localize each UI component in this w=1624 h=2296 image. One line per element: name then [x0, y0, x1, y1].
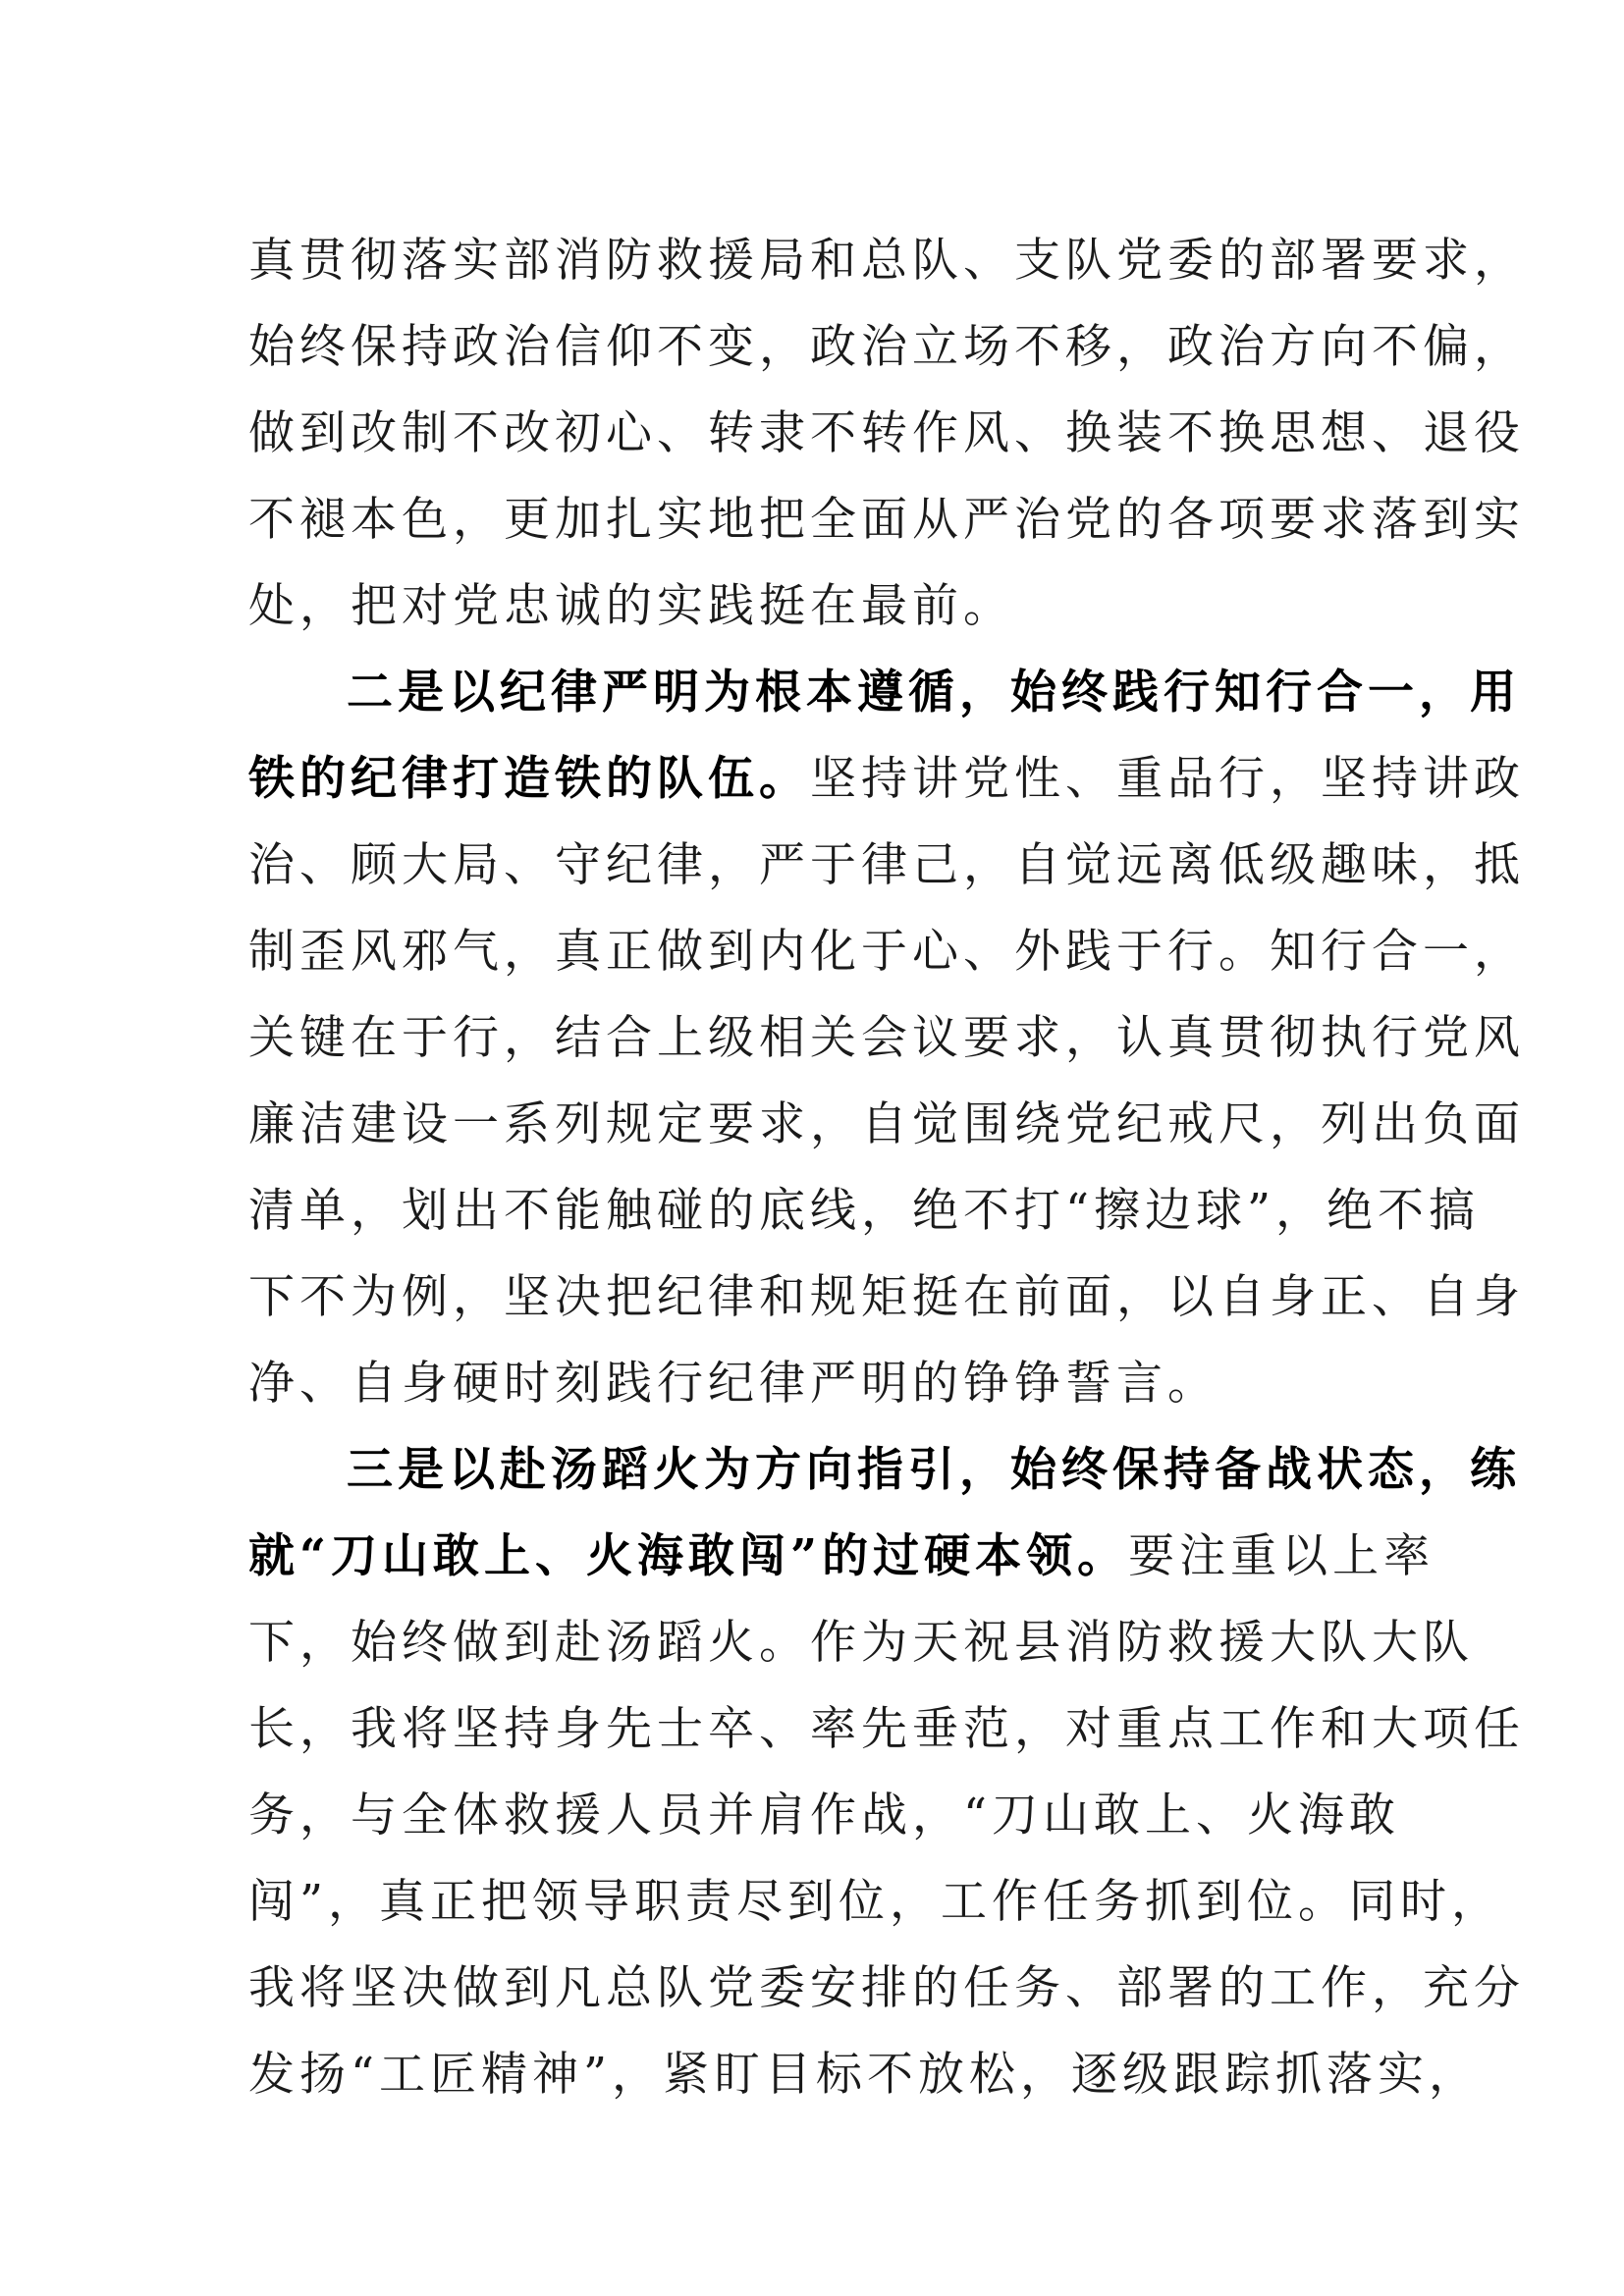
text-line: 务，与全体救援人员并肩作战，“刀山敢上、火海敢 — [248, 1789, 1401, 1842]
text-span: 要注重以上率 — [1128, 1529, 1435, 1583]
text-line: 真贯彻落实部消防救援局和总队、支队党委的部署要求， — [248, 234, 1525, 288]
text-line: 下，始终做到赴汤蹈火。作为天祝县消防救援大队大队 — [248, 1616, 1474, 1670]
text-span: 坚持讲党性、重品行，坚持讲政 — [810, 752, 1525, 806]
text-line: 清单，划出不能触碰的底线，绝不打“擦边球”，绝不搞 — [248, 1184, 1481, 1238]
text-line: 处，把对党忠诚的实践挺在最前。 — [248, 579, 1014, 633]
text-line: 下不为例，坚决把纪律和规矩挺在前面，以自身正、自身 — [248, 1270, 1525, 1324]
section-heading-line: 二是以纪律严明为根本遵循，始终践行知行合一，用 — [347, 666, 1521, 720]
document-body — [248, 218, 1525, 2118]
text-line: 不褪本色，更加扎实地把全面从严治党的各项要求落到实 — [248, 493, 1525, 547]
text-line: 长，我将坚持身先士卒、率先垂范，对重点工作和大项任 — [248, 1702, 1525, 1756]
text-line: 始终保持政治信仰不变，政治立场不移，政治方向不偏， — [248, 320, 1525, 374]
text-line: 做到改制不改初心、转隶不转作风、换装不换思想、退役 — [248, 406, 1525, 460]
text-line: 治、顾大局、守纪律，严于律己，自觉远离低级趣味，抵 — [248, 838, 1525, 892]
section-heading-line: 三是以赴汤蹈火为方向指引，始终保持备战状态，练 — [347, 1443, 1521, 1497]
text-line-mixed — [248, 1514, 1435, 1600]
text-line: 制歪风邪气，真正做到内化于心、外践于行。知行合一， — [248, 925, 1525, 979]
text-line-mixed — [248, 736, 1525, 823]
text-line: 发扬“工匠精神”，紧盯目标不放松，逐级跟踪抓落实， — [248, 2048, 1481, 2102]
section-heading-tail: 铁的纪律打造铁的队伍。 — [248, 752, 810, 806]
text-line: 净、自身硬时刻践行纪律严明的铮铮誓言。 — [248, 1357, 1218, 1411]
text-line: 我将坚决做到凡总队党委安排的任务、部署的工作，充分 — [248, 1961, 1525, 2015]
text-line: 闯”，真正把领导职责尽到位，工作任务抓到位。同时， — [248, 1875, 1503, 1929]
section-heading-tail: 就“刀山敢上、火海敢闯”的过硬本领。 — [248, 1529, 1129, 1583]
text-line: 关键在于行，结合上级相关会议要求，认真贯彻执行党风 — [248, 1011, 1525, 1065]
text-line: 廉洁建设一系列规定要求，自觉围绕党纪戒尺，列出负面 — [248, 1097, 1525, 1151]
